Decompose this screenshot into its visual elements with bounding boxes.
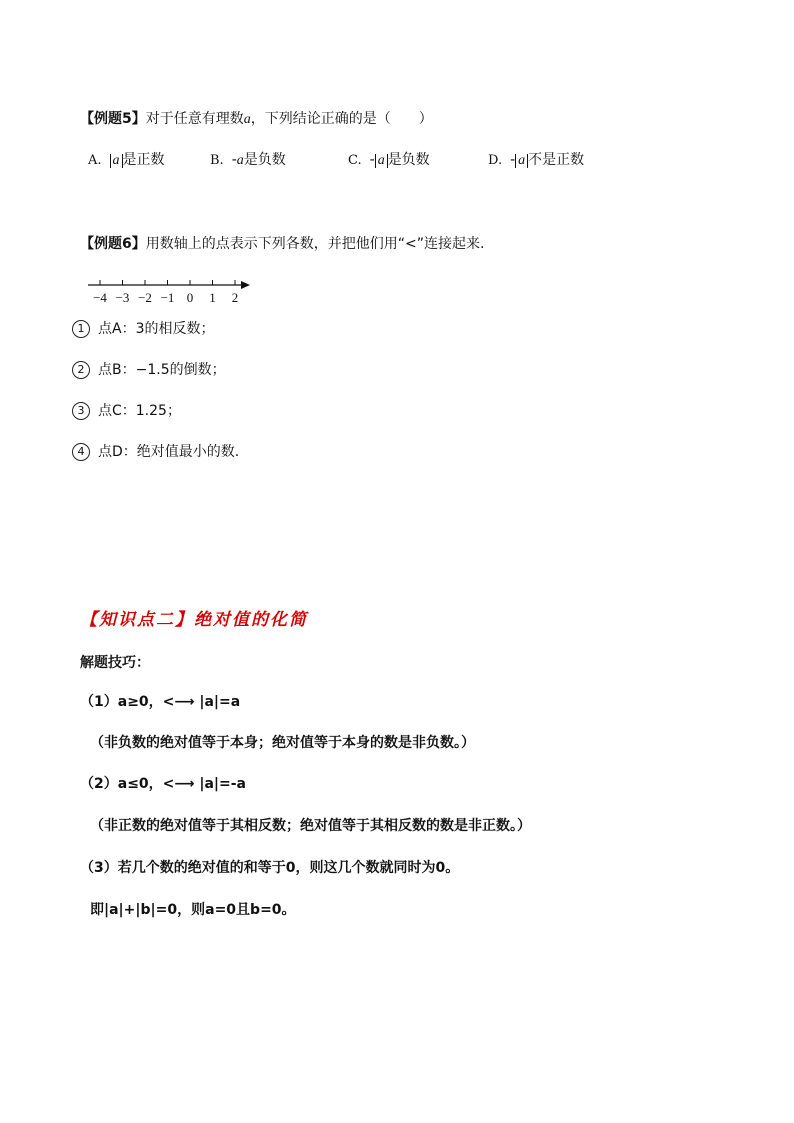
example5-text-after: ，下列结论正确的是（ ） bbox=[250, 111, 433, 127]
option-c-letter: C. bbox=[348, 153, 362, 168]
option-a-abs: a bbox=[110, 154, 123, 168]
option-c bbox=[348, 149, 430, 169]
section-title: 【知识点二】绝对值的化简 bbox=[80, 610, 308, 630]
tips-label: 解题技巧： bbox=[80, 655, 150, 671]
number-line-arrow bbox=[241, 281, 250, 289]
number-line-tick-label: 0 bbox=[186, 290, 194, 305]
example6-question bbox=[80, 233, 484, 253]
rule-1: （1）a≥0，<⟶ |a|=a bbox=[80, 694, 241, 710]
item-2 bbox=[72, 359, 226, 379]
option-d bbox=[488, 149, 584, 169]
note-2: （非正数的绝对值等于其相反数；绝对值等于其相反数的数是非正数。） bbox=[90, 818, 531, 834]
item-4-text: 点D：绝对值最小的数. bbox=[98, 444, 240, 460]
option-c-minus: - bbox=[369, 152, 375, 168]
option-b-var: a bbox=[236, 153, 244, 168]
item-2-text: 点B：−1.5的倒数； bbox=[98, 362, 226, 378]
rule-2: （2）a≤0，<⟶ |a|=-a bbox=[80, 776, 246, 792]
example5-question bbox=[80, 108, 433, 128]
number-line-tick-label: 1 bbox=[209, 290, 216, 305]
option-a-text: 是正数 bbox=[122, 152, 165, 168]
item-1-text: 点A：3的相反数； bbox=[98, 321, 215, 337]
note-3: 即|a|+|b|=0，则a=0且b=0。 bbox=[90, 902, 296, 918]
number-line bbox=[84, 275, 264, 315]
number-line-tick-label: −4 bbox=[93, 290, 107, 305]
option-b-text: 是负数 bbox=[243, 152, 286, 168]
number-line-tick-label: 2 bbox=[231, 290, 239, 305]
number-line-tick-label: −1 bbox=[160, 290, 175, 305]
option-d-text: 不是正数 bbox=[528, 152, 585, 168]
item-4 bbox=[72, 441, 239, 461]
option-b-letter: B. bbox=[210, 153, 224, 168]
option-a bbox=[88, 149, 165, 169]
option-d-abs: a bbox=[515, 154, 528, 168]
example6-tag: 【例题6】 bbox=[80, 236, 146, 252]
number-line-tick-label: −3 bbox=[115, 290, 130, 305]
option-c-text: 是负数 bbox=[387, 152, 430, 168]
item-3 bbox=[72, 400, 181, 420]
example6-text: 用数轴上的点表示下列各数，并把他们用“<”连接起来. bbox=[145, 236, 485, 252]
example5-var: a bbox=[243, 112, 251, 127]
item-3-number: 3 bbox=[72, 402, 90, 420]
option-d-minus: - bbox=[510, 152, 516, 168]
option-c-abs: a bbox=[375, 154, 388, 168]
item-1-number: 1 bbox=[72, 320, 90, 338]
example5-tag: 【例题5】 bbox=[80, 111, 146, 127]
example5-text-before: 对于任意有理数 bbox=[145, 111, 244, 127]
item-3-text: 点C：1.25； bbox=[98, 403, 181, 419]
option-d-letter: D. bbox=[488, 153, 503, 168]
item-1 bbox=[72, 318, 214, 338]
option-b-minus: - bbox=[231, 152, 237, 168]
note-1: （非负数的绝对值等于本身；绝对值等于本身的数是非负数。） bbox=[90, 735, 475, 751]
option-b bbox=[210, 149, 286, 169]
item-4-number: 4 bbox=[72, 443, 90, 461]
rule-3: （3）若几个数的绝对值的和等于0，则这几个数就同时为0。 bbox=[80, 860, 460, 876]
item-2-number: 2 bbox=[72, 361, 90, 379]
option-a-letter: A. bbox=[88, 153, 102, 168]
number-line-tick-label: −2 bbox=[138, 290, 152, 305]
